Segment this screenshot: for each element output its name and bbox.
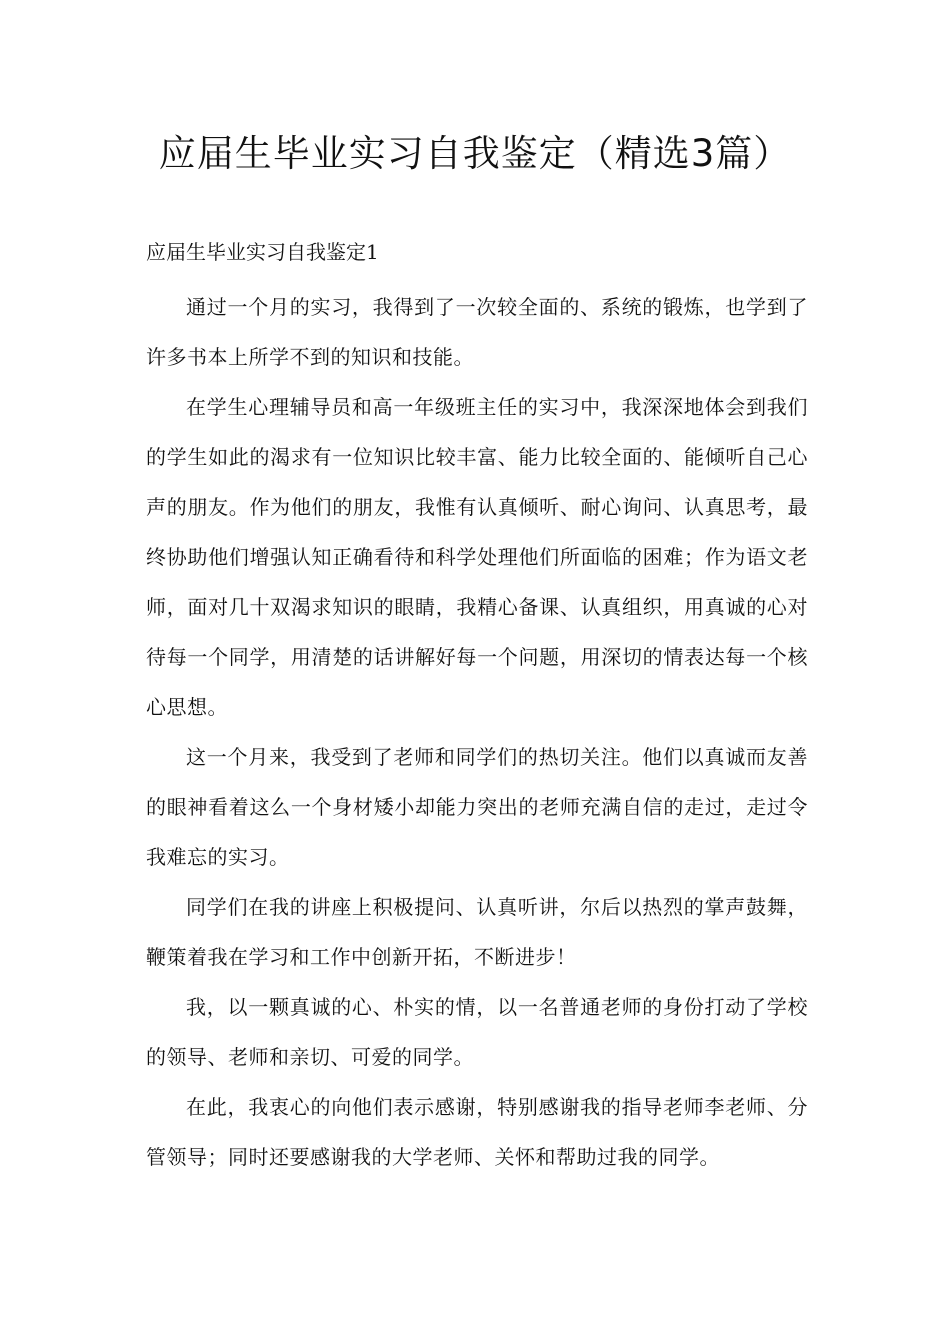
paragraph-4: 同学们在我的讲座上积极提问、认真听讲，尔后以热烈的掌声鼓舞，鞭策着我在学习和工作中创新开拓，不断进步！	[146, 895, 808, 969]
section-heading: 应届生毕业实习自我鉴定1	[146, 240, 379, 264]
paragraph-3: 这一个月来，我受到了老师和同学们的热切关注。他们以真诚而友善的眼神看着这么一个身材矮小却能力突出的老师充满自信的走过，走过令我难忘的实习。	[146, 745, 808, 869]
document-title: 应届生毕业实习自我鉴定（精选3篇）	[158, 132, 792, 175]
paragraph-6: 在此，我衷心的向他们表示感谢，特别感谢我的指导老师李老师、分管领导；同时还要感谢我的大学老师、关怀和帮助过我的同学。	[146, 1095, 808, 1169]
paragraph-1: 通过一个月的实习，我得到了一次较全面的、系统的锻炼，也学到了许多书本上所学不到的知识和技能。	[146, 295, 808, 369]
paragraph-2: 在学生心理辅导员和高一年级班主任的实习中，我深深地体会到我们的学生如此的渴求有一位知识比较丰富、能力比较全面的、能倾听自己心声的朋友。作为他们的朋友，我惟有认真倾听、耐心询问、认真思考，最终协助他们增强认知正确看待和科学处理他们所面临的困难；作为语文老师，面对几十双渴求知识的眼睛，我精心备课、认真组织，用真诚的心对待每一个同学，用清楚的话讲解好每一个问题，用深切的情表达每一个核心思想。	[146, 395, 808, 719]
document-body	[146, 232, 808, 1182]
paragraph-5: 我，以一颗真诚的心、朴实的情，以一名普通老师的身份打动了学校的领导、老师和亲切、可爱的同学。	[146, 995, 808, 1069]
